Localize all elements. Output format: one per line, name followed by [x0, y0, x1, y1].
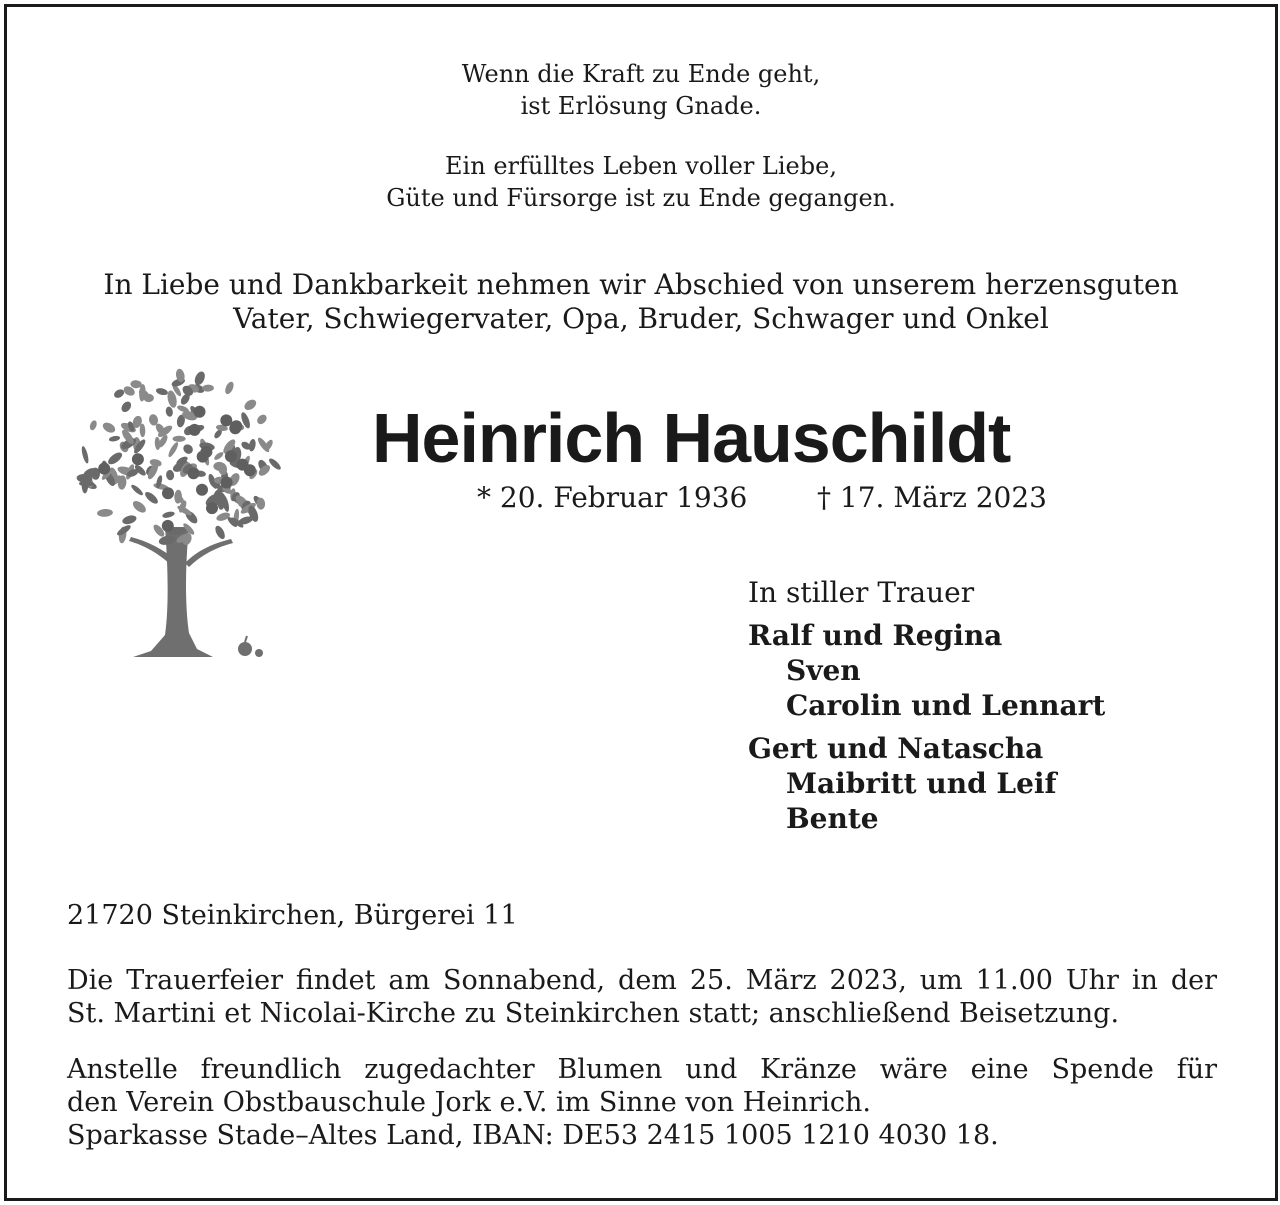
- poem-line: Güte und Fürsorge ist zu Ende gegangen.: [386, 184, 896, 212]
- family-child: Bente: [786, 802, 879, 835]
- poem-line: Ein erfülltes Leben voller Liebe,: [445, 152, 837, 180]
- intro-line: Vater, Schwiegervater, Opa, Bruder, Schwager und Onkel: [233, 302, 1049, 335]
- poem-verse-1: [7, 58, 1275, 122]
- donation-line: Anstelle freundlich zugedachter Blumen und Kränze wäre eine Spende für: [67, 1054, 1217, 1085]
- mourners-heading: In stiller Trauer: [748, 576, 975, 609]
- ceremony-text: [67, 964, 1217, 1030]
- donation-text: [67, 1053, 1217, 1152]
- address: 21720 Steinkirchen, Bürgerei 11: [67, 900, 518, 931]
- family-child: Sven: [786, 654, 861, 687]
- birth-date: * 20. Februar 1936: [477, 481, 748, 514]
- mourners-list: [748, 575, 1105, 836]
- donation-line: den Verein Obstbauschule Jork e.V. im Sinne von Heinrich.: [67, 1087, 871, 1118]
- donation-line: Sparkasse Stade–Altes Land, IBAN: DE53 2415 1005 1210 4030 18.: [67, 1120, 999, 1151]
- ceremony-line: St. Martini et Nicolai-Kirche zu Steinkirchen statt; anschließend Beisetzung.: [67, 998, 1120, 1029]
- death-date: † 17. März 2023: [817, 481, 1047, 514]
- family-parents: Gert und Natascha: [748, 732, 1044, 765]
- family-child: Maibritt und Leif: [786, 767, 1057, 800]
- apple-tree-icon: [73, 367, 283, 662]
- deceased-name: Heinrich Hauschildt: [372, 399, 1011, 477]
- poem-line: ist Erlösung Gnade.: [520, 92, 762, 120]
- family-parents: Ralf und Regina: [748, 619, 1003, 652]
- intro-text: [7, 268, 1275, 336]
- intro-line: In Liebe und Dankbarkeit nehmen wir Abschied von unserem herzensguten: [103, 268, 1179, 301]
- family-child: Carolin und Lennart: [786, 689, 1106, 722]
- ceremony-line: Die Trauerfeier findet am Sonnabend, dem 25. März 2023, um 11.00 Uhr in der: [67, 965, 1217, 996]
- poem-verse-2: [7, 150, 1275, 214]
- poem-line: Wenn die Kraft zu Ende geht,: [461, 60, 821, 88]
- obituary-frame: [4, 4, 1278, 1201]
